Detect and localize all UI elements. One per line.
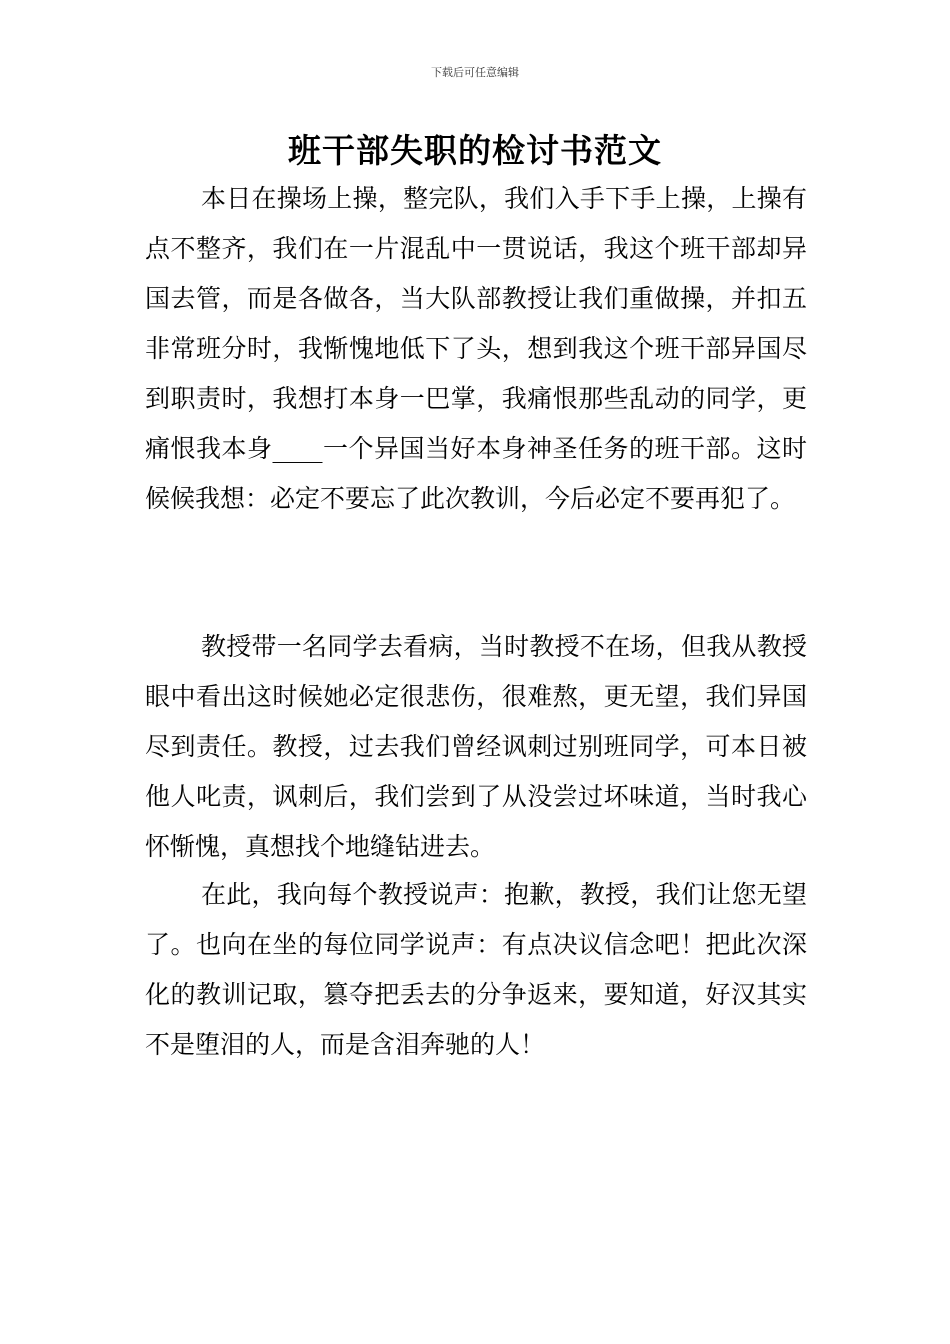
paragraph-2: 教授带一名同学去看病，当时教授不在场，但我从教授眼中看出这时候她必定很悲伤，很难熬，更无望，我们异国尽到责任。教授，过去我们曾经讽刺过别班同学，可本日被他人叱责，讽刺后，我们尝到了从没尝过坏味道，当时我心怀惭愧，真想找个地缝钻进去。	[145, 632, 807, 861]
page-title: 班干部失职的检讨书范文	[288, 131, 662, 170]
paragraph-3: 在此，我向每个教授说声：抱歉，教授，我们让您无望了。也向在坐的每位同学说声：有点决议信念吧！把此次深化的教训记取，篡夺把丢去的分争返来，要知道，好汉其实不是堕泪的人，而是含泪奔驰的人！	[145, 880, 807, 1059]
header-note: 下载后可任意编辑	[431, 66, 519, 79]
paragraph-1: 本日在操场上操，整完队，我们入手下手上操，上操有点不整齐，我们在一片混乱中一贯说话，我这个班干部却异国去管，而是各做各，当大队部教授让我们重做操，并扣五非常班分时，我惭愧地低下了头，想到我这个班干部异国尽到职责时，我想打本身一巴掌，我痛恨那些乱动的同学，更痛恨我本身____一个异国当好本身神圣任务的班干部。这时候候我想：必定不要忘了此次教训，今后必定不要再犯了。	[145, 184, 807, 513]
